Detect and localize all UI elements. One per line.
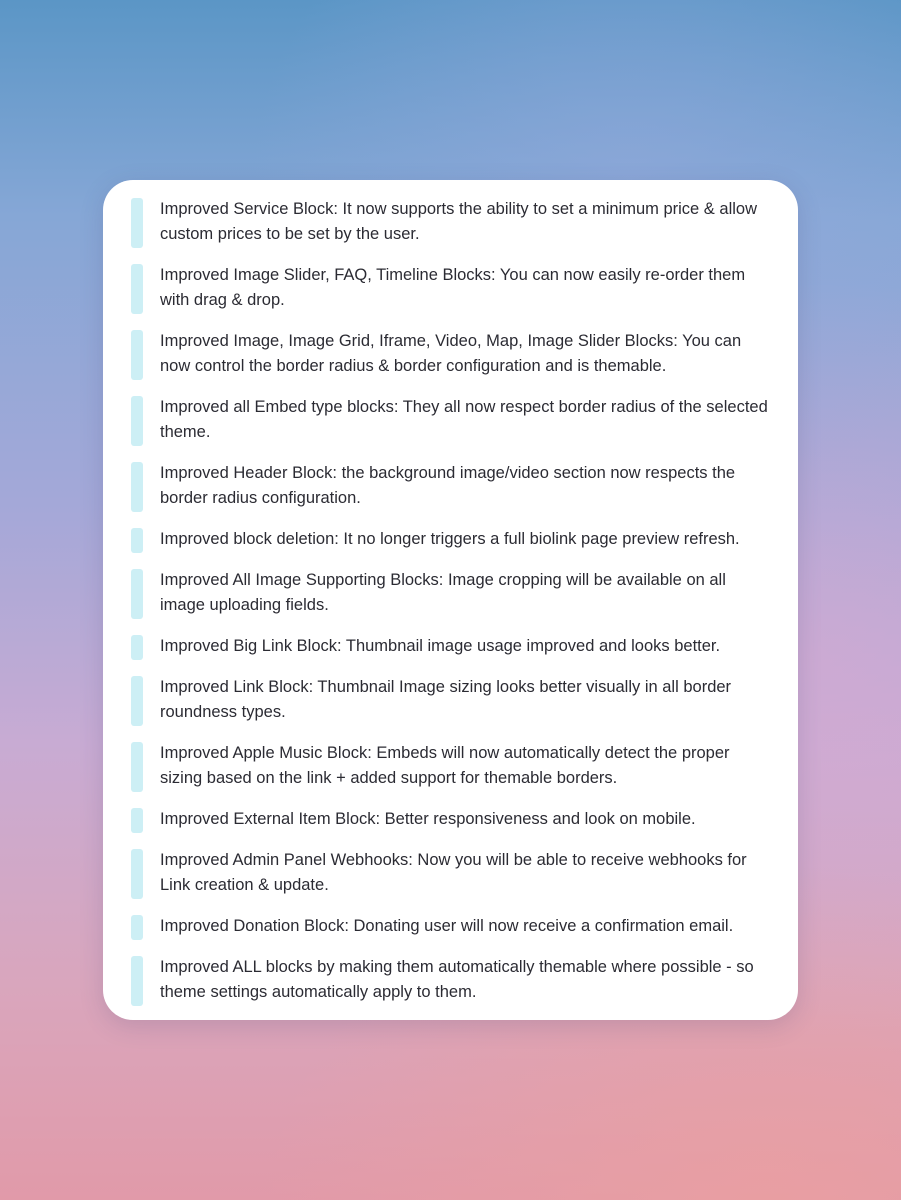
accent-bar — [131, 330, 143, 380]
changelog-item-text: Improved Admin Panel Webhooks: Now you will be able to receive webhooks for Link creation & update. — [160, 851, 747, 894]
changelog-item-text: Improved Donation Block: Donating user will now receive a confirmation email. — [160, 917, 734, 935]
changelog-item-text: Improved Image, Image Grid, Iframe, Video, Map, Image Slider Blocks: You can now control the border radius & border configuration and is themable. — [160, 332, 742, 375]
changelog-item — [131, 527, 770, 552]
accent-bar — [131, 808, 143, 833]
changelog-item — [131, 848, 770, 898]
accent-bar — [131, 635, 143, 660]
changelog-item — [131, 741, 770, 791]
accent-bar — [131, 956, 143, 1006]
accent-bar — [131, 569, 143, 619]
accent-bar — [131, 462, 143, 512]
changelog-item-text: Improved Big Link Block: Thumbnail image usage improved and looks better. — [160, 637, 721, 655]
accent-bar — [131, 528, 143, 553]
changelog-item-text: Improved Service Block: It now supports the ability to set a minimum price & allow custom prices to be set by the user. — [160, 200, 757, 243]
changelog-item-text: Improved External Item Block: Better responsiveness and look on mobile. — [160, 810, 696, 828]
changelog-item-text: Improved Apple Music Block: Embeds will now automatically detect the proper sizing based on the link + added support for themable borders. — [160, 744, 730, 787]
accent-bar — [131, 849, 143, 899]
changelog-item-text: Improved all Embed type blocks: They all now respect border radius of the selected theme. — [160, 398, 768, 441]
changelog-item-text: Improved ALL blocks by making them automatically themable where possible - so theme settings automatically apply to them. — [160, 958, 754, 1001]
changelog-item — [131, 197, 770, 247]
changelog-item — [131, 568, 770, 618]
changelog-item-text: Improved Link Block: Thumbnail Image sizing looks better visually in all border roundness types. — [160, 678, 732, 721]
changelog-item-text: Improved Image Slider, FAQ, Timeline Blocks: You can now easily re-order them with drag & drop. — [160, 266, 746, 309]
changelog-item-text: Improved Header Block: the background image/video section now respects the border radius configuration. — [160, 464, 736, 507]
changelog-item — [131, 263, 770, 313]
accent-bar — [131, 676, 143, 726]
changelog-item — [131, 914, 770, 939]
accent-bar — [131, 915, 143, 940]
changelog-item — [131, 461, 770, 511]
changelog-item — [131, 395, 770, 445]
accent-bar — [131, 742, 143, 792]
changelog-item — [131, 675, 770, 725]
changelog-item — [131, 807, 770, 832]
changelog-item-text: Improved All Image Supporting Blocks: Image cropping will be available on all image uploading fields. — [160, 571, 726, 614]
changelog-list — [131, 197, 770, 1005]
accent-bar — [131, 396, 143, 446]
accent-bar — [131, 264, 143, 314]
accent-bar — [131, 198, 143, 248]
changelog-item-text: Improved block deletion: It no longer triggers a full biolink page preview refresh. — [160, 530, 740, 548]
changelog-item — [131, 955, 770, 1005]
changelog-card — [103, 180, 798, 1020]
changelog-item — [131, 634, 770, 659]
changelog-item — [131, 329, 770, 379]
